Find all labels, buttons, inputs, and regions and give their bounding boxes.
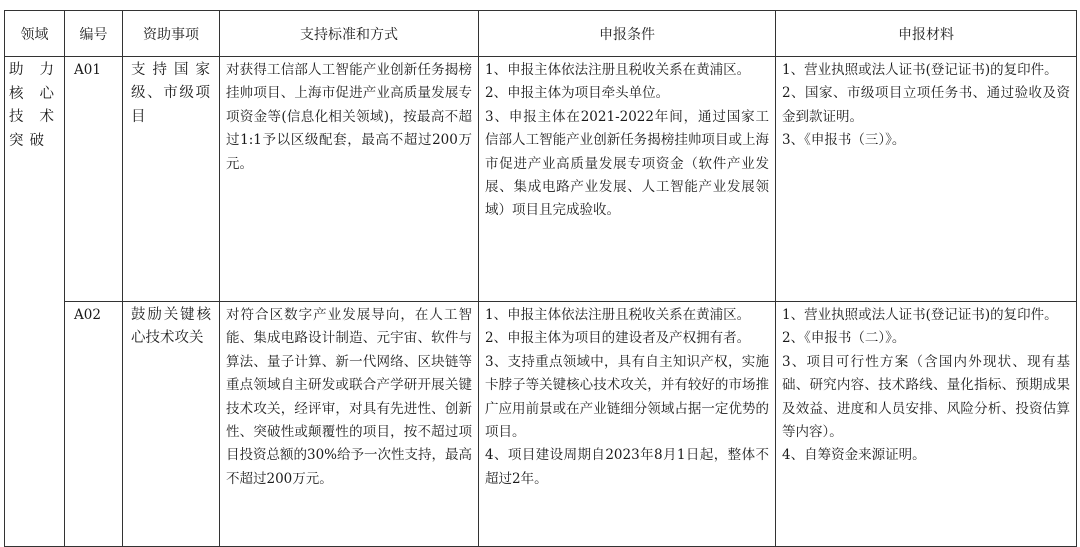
condition-item: 2、申报主体为项目牵头单位。 — [485, 85, 670, 102]
code-cell: A02 — [65, 302, 123, 547]
condition-item: 1、申报主体依法注册且税收关系在黄浦区。 — [485, 62, 751, 78]
conditions-cell — [479, 57, 776, 302]
policy-table-container — [4, 10, 1076, 547]
standard-cell: 对符合区数字产业发展导向，在人工智能、集成电路设计制造、元宇宙、软件与算法、量子计算、新一代网络、区块链等重点领域自主研发或联合产学研开展关键技术攻关，经评审，对具有先进性、创新性、突破性或颠覆性的项目，按不超过项目投资总额的30%给予一次性支持，最高不超过200万元。 — [220, 302, 479, 547]
condition-item: 4、项目建设周期自2023年8月1日起，整体不超过2年。 — [485, 447, 769, 487]
domain-cell: 助力核心技术突破 — [5, 57, 65, 302]
policy-table — [4, 10, 1077, 547]
material-item: 1、营业执照或法人证书(登记证书)的复印件。 — [782, 62, 1058, 78]
condition-item: 1、申报主体依法注册且税收关系在黄浦区。 — [485, 307, 751, 323]
materials-cell — [776, 302, 1077, 547]
header-materials: 申报材料 — [776, 11, 1077, 57]
header-code: 编号 — [65, 11, 123, 57]
materials-cell — [776, 57, 1077, 302]
condition-item: 2、申报主体为项目的建设者及产权拥有者。 — [485, 330, 751, 347]
conditions-cell — [479, 302, 776, 547]
material-item: 2、国家、市级项目立项任务书、通过验收及资金到款证明。 — [782, 85, 1070, 125]
table-row — [5, 57, 1077, 302]
header-standard: 支持标准和方式 — [220, 11, 479, 57]
header-item: 资助事项 — [123, 11, 220, 57]
domain-cell-continued — [5, 302, 65, 547]
header-row — [5, 11, 1077, 57]
material-item: 3、《申报书（三）》。 — [782, 132, 906, 149]
condition-item: 3、支持重点领域中，具有自主知识产权，实施卡脖子等关键核心技术攻关，并有较好的市场推广应用前景或在产业链细分领域占据一定优势的项目。 — [485, 353, 769, 441]
standard-cell: 对获得工信部人工智能产业创新任务揭榜挂帅项目、上海市促进产业高质量发展专项资金等(信息化相关领域)，按最高不超过1:1予以区级配套，最高不超过200万元。 — [220, 57, 479, 302]
condition-item: 3、申报主体在2021-2022年间，通过国家工信部人工智能产业创新任务揭榜挂帅项目或上海市促进产业高质量发展专项资金（软件产业发展、集成电路产业发展、人工智能产业发展领域）项目且完成验收。 — [485, 108, 769, 219]
material-item: 3、项目可行性方案（含国内外现状、现有基础、研究内容、技术路线、量化指标、预期成果及效益、进度和人员安排、风险分析、投资估算等内容）。 — [782, 353, 1070, 441]
item-cell: 支持国家级、市级项目 — [123, 57, 220, 302]
material-item: 2、《申报书（二）》。 — [782, 330, 906, 347]
item-cell: 鼓励关键核心技术攻关 — [123, 302, 220, 547]
header-conditions: 申报条件 — [479, 11, 776, 57]
material-item: 4、自筹资金来源证明。 — [782, 447, 926, 464]
code-cell: A01 — [65, 57, 123, 302]
table-row — [5, 302, 1077, 547]
material-item: 1、营业执照或法人证书(登记证书)的复印件。 — [782, 307, 1058, 323]
header-domain: 领域 — [5, 11, 65, 57]
